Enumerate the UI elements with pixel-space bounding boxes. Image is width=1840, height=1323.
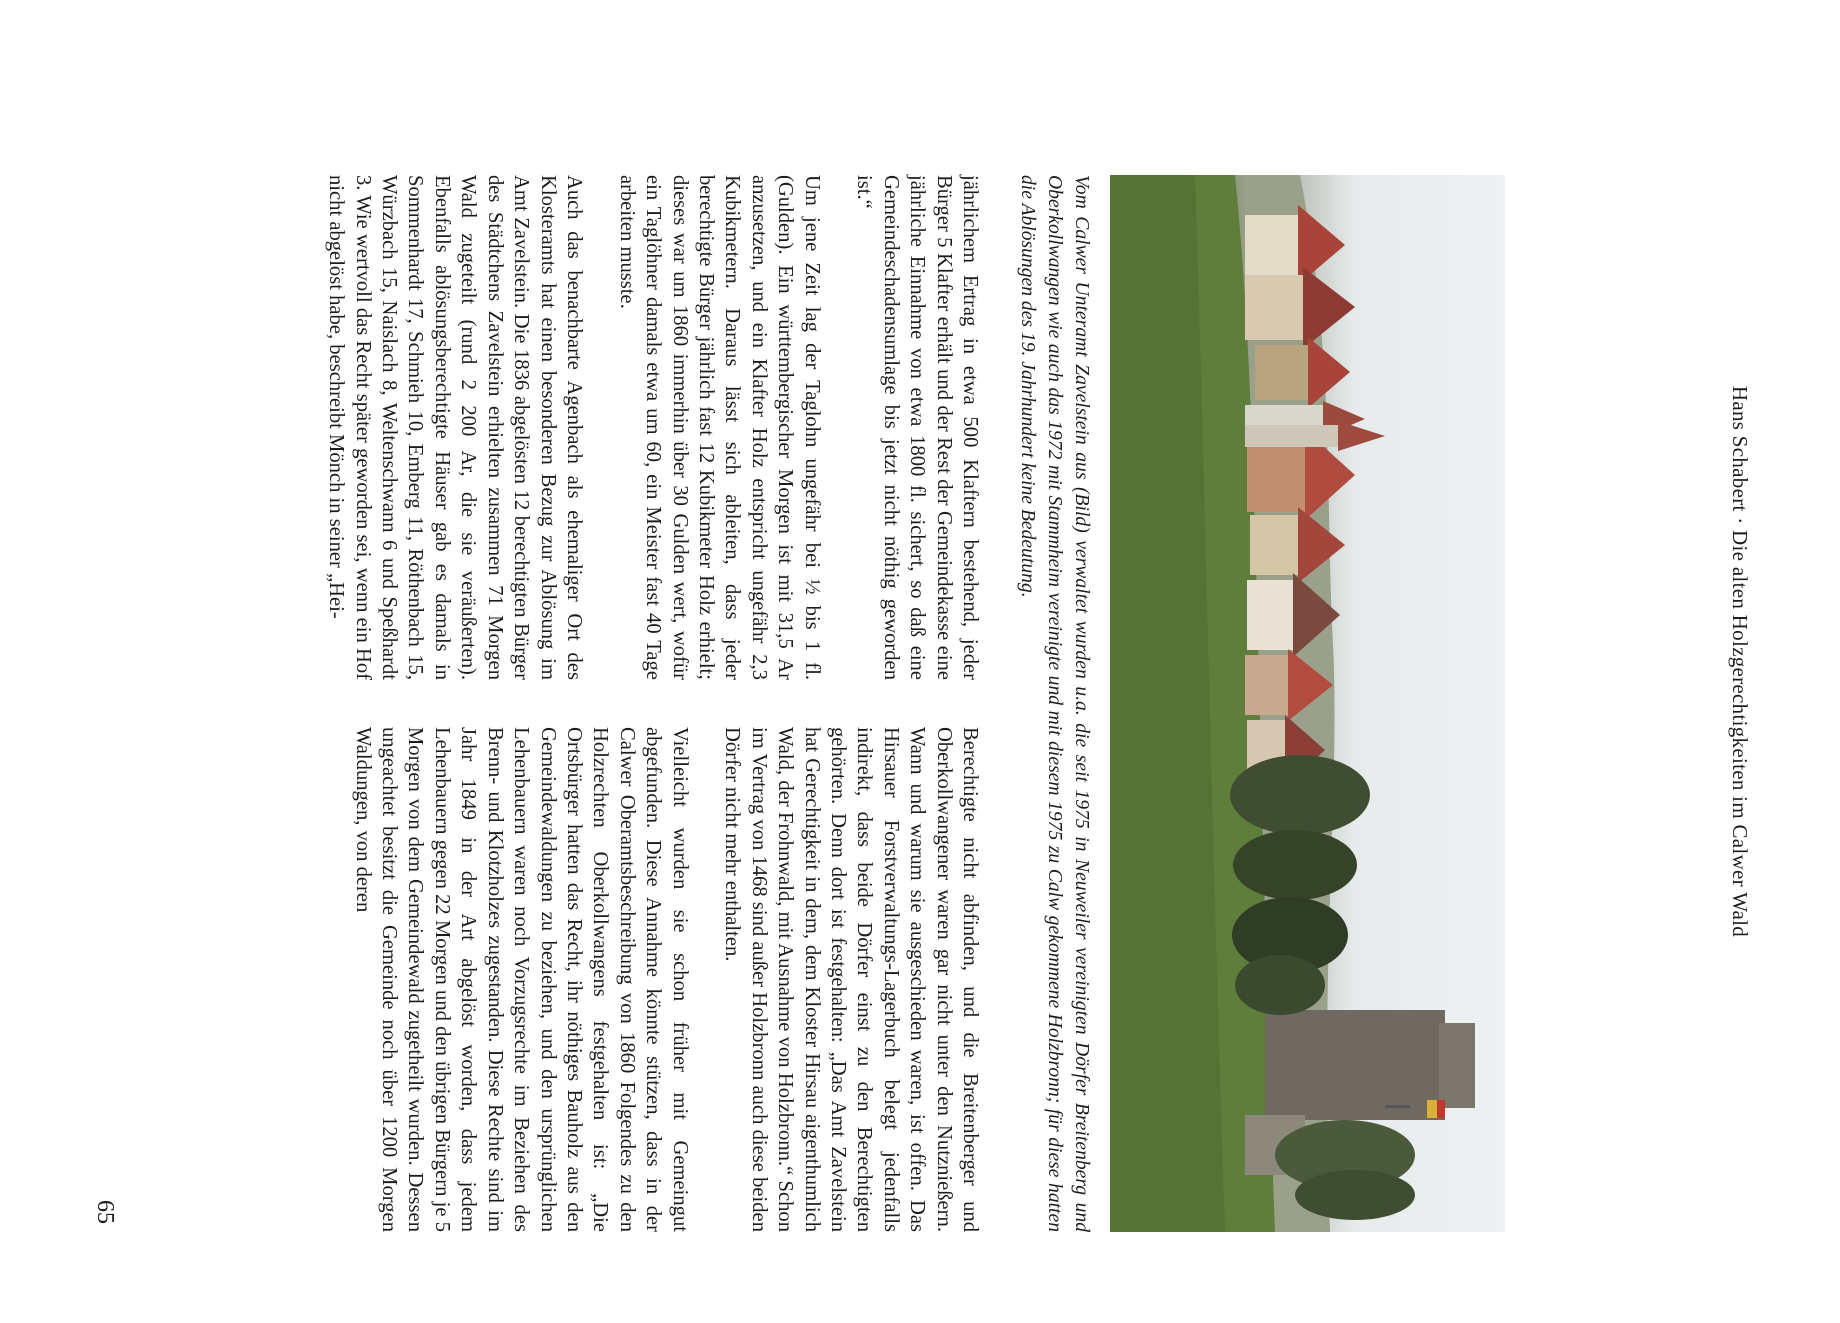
houses	[1245, 205, 1365, 787]
running-head: Hans Schabert · Die alten Holzgerechtigkeiten im Calwer Wald	[1728, 385, 1752, 938]
church-tower	[1245, 421, 1385, 451]
village-photo	[1110, 175, 1505, 1232]
village-scene	[1110, 175, 1505, 1232]
paragraph: Auch das benachbarte Agenbach als ehemaliger Ort des Klosteramts hat einen besonderen Bezug zur Ablösung im Amt Zavelstein. Die 1836 abgelösten 12 berechtigten Bürger des Städtchens Zavelstein erhielten zusammen 71 Morgen Wald zugeteilt (rund 2 200 Ar, die sie veräußerten). Ebenfalls ablösungsberechtigte Häuser gab es damals in Sommenhardt 17, Schmieh 10, Emberg 11, Röthenbach 15, Würzbach 15, Naislach 8, Weltenschwann 6 und Speßhardt 3. Wie wertvoll das Recht später geworden sei, wenn ein Hof nicht abgelöst habe, beschreibt Mönch in seiner „Hei-	[325, 175, 585, 680]
paragraph: jährlichem Ertrag in etwa 500 Klaftern bestehend, jeder Bürger 5 Klafter erhält und der Rest der Gemeindekasse eine jährliche Einnahme von etwa 1800 fl. sichert, so daß eine Gemeindeschadensumlage bis jetzt nicht nöthig geworden ist.“	[853, 175, 981, 680]
photo-caption: Vom Calwer Unteramt Zavelstein aus (Bild) verwaltet wurden u.a. die seit 1975 in Neuweiler vereinigten Dörfer Breitenberg und Oberkollwangen wie auch das 1972 mit Stammheim vereinigte und mit diesem 1975 zu Calw gekommene Holzbronn; für diese hatten die Ablösungen des 19. Jahrhundert keine Bedeutung.	[1017, 175, 1092, 1232]
paragraph: Berechtigte nicht abfinden, und die Breitenberger und Oberkollwangener waren gar nicht unter den Nutznießern. Wann und warum sie ausgeschieden waren, ist offen. Das Hirsauer Forstverwaltungs-Lagerbuch belegt jedenfalls indirekt, dass beide Dörfer einst zu den Berechtigten gehörten. Denn dort ist festgehalten: „Das Amt Zavelstein hat Gerechtigkeit in dem, dem Kloster Hirsau aigenthumlich Wald, der Frohnwald, mit Ausnahme von Holzbronn.“ Schon im Vertrag von 1468 sind außer Holzbronn auch diese beiden Dörfer nicht mehr enthalten.	[721, 727, 981, 1232]
page-number: 65	[92, 1200, 118, 1224]
text-column-right	[349, 727, 983, 1232]
paragraph: Vielleicht wurden sie schon früher mit Gemeingut abgefunden. Diese Annahme könnte stützen, dass in der Calwer Oberamtsbeschreibung von 1860 Folgendes zu den Holzrechten Oberkollwangens festgehalten ist: „Die Ortsbürger hatten das Recht, ihr nöthiges Bauholz aus den Gemeindewaldungen zu beziehen, und den ursprünglichen Lehenbauern waren noch Vorzugsrechte im Beziehen des Brenn- und Klotzholzes zugestanden. Diese Rechte sind im Jahr 1849 in der Art abgelöst worden, dass jedem Lehenbauern gegen 22 Morgen und den übrigen Bürgern je 5 Morgen von dem Gemeindewald zugetheilt wurden. Dessen ungeachtet besitzt die Gemeinde noch über 1200 Morgen Waldungen, von deren	[351, 727, 691, 1232]
text-column-left	[323, 175, 983, 680]
paragraph: Um jene Zeit lag der Taglohn ungefähr bei ½ bis 1 fl. (Gulden). Ein württembergischer Morgen ist mit 31,5 Ar anzusetzen, und ein Klafter Holz entspricht ungefähr 2,3 Kubikmetern. Daraus lässt sich ableiten, dass jeder berechtigte Bürger jährlich fast 12 Kubikmeter Holz erhielt; dieses war um 1860 immerhin über 30 Gulden wert, wofür ein Taglöhner damals etwa um 60, ein Meister fast 40 Tage arbeiten musste.	[615, 175, 823, 680]
